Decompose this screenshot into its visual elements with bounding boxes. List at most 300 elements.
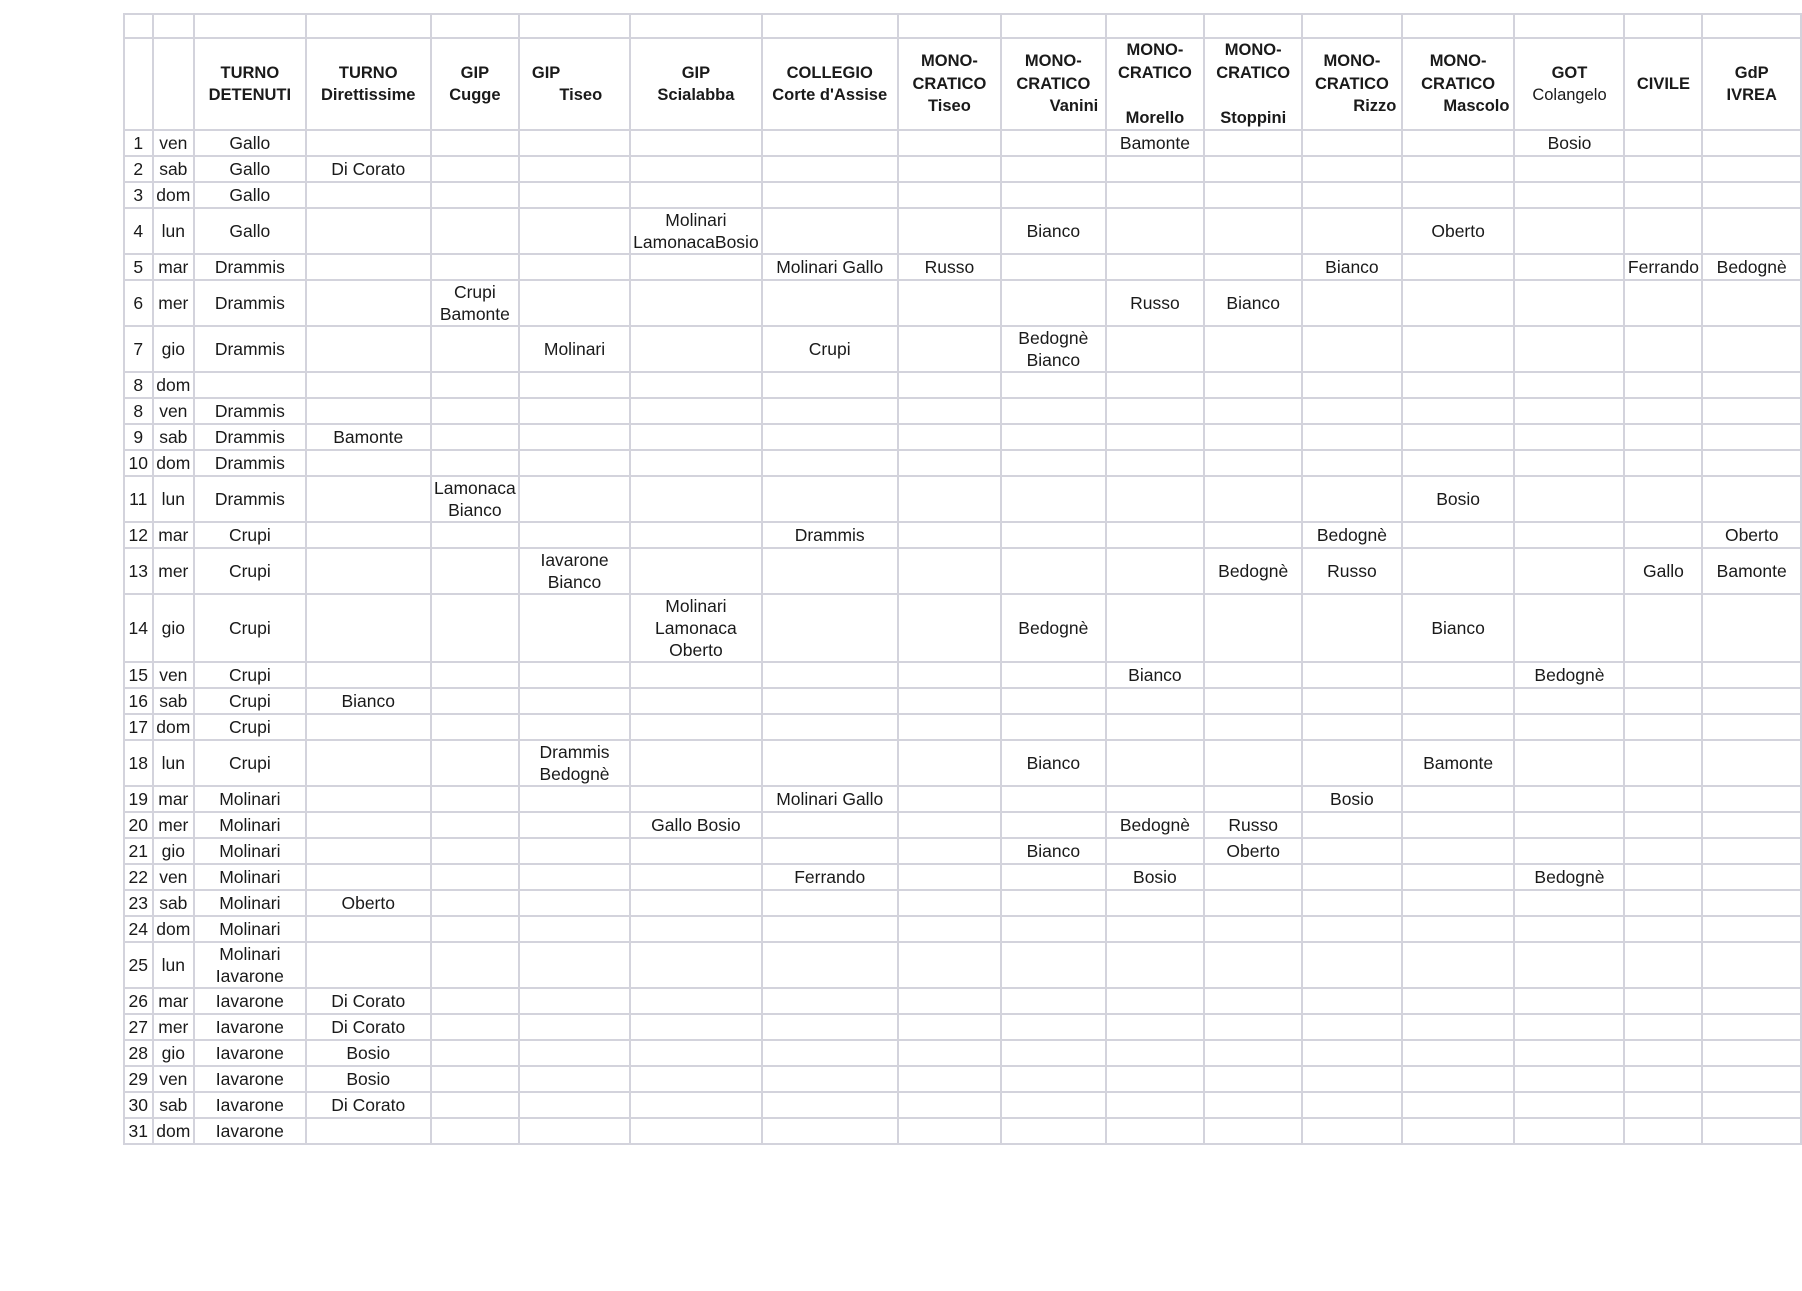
cell-mono-tiseo[interactable]: [898, 916, 1001, 942]
cell-mono-rizzo[interactable]: [1302, 1118, 1402, 1144]
cell-gdp-ivrea[interactable]: [1702, 662, 1801, 688]
cell-gip-tiseo[interactable]: [519, 1118, 630, 1144]
cell-mono-tiseo[interactable]: [898, 156, 1001, 182]
cell-mono-tiseo[interactable]: [898, 398, 1001, 424]
cell-collegio[interactable]: [762, 130, 898, 156]
cell-mono-rizzo[interactable]: [1302, 838, 1402, 864]
cell-mono-morello[interactable]: Bosio: [1106, 864, 1205, 890]
cell-mono-morello[interactable]: Bamonte: [1106, 130, 1205, 156]
cell-collegio[interactable]: [762, 208, 898, 254]
cell-turno-detenuti[interactable]: Crupi: [194, 594, 305, 662]
cell-mono-vanini[interactable]: [1001, 424, 1105, 450]
cell-turno-direttissime[interactable]: Bamonte: [306, 424, 431, 450]
col-header-gdp-ivrea[interactable]: GdP IVREA: [1702, 38, 1801, 130]
cell-mono-morello[interactable]: [1106, 398, 1205, 424]
cell-mono-morello[interactable]: [1106, 942, 1205, 988]
cell-collegio[interactable]: [762, 156, 898, 182]
cell-turno-direttissime[interactable]: [306, 594, 431, 662]
cell-mono-vanini[interactable]: [1001, 688, 1105, 714]
header-cell[interactable]: [431, 14, 519, 38]
cell-row-number[interactable]: 10: [124, 450, 153, 476]
cell-turno-direttissime[interactable]: Di Corato: [306, 1092, 431, 1118]
cell-turno-detenuti[interactable]: Iavarone: [194, 1092, 305, 1118]
cell-mono-rizzo[interactable]: [1302, 372, 1402, 398]
cell-civile[interactable]: [1624, 450, 1702, 476]
cell-turno-direttissime[interactable]: [306, 522, 431, 548]
cell-got-colangelo[interactable]: [1514, 326, 1624, 372]
cell-mono-rizzo[interactable]: [1302, 916, 1402, 942]
header-cell[interactable]: [1204, 14, 1302, 38]
cell-mono-mascolo[interactable]: [1402, 838, 1515, 864]
cell-gip-tiseo[interactable]: [519, 424, 630, 450]
cell-mono-tiseo[interactable]: [898, 548, 1001, 594]
cell-turno-direttissime[interactable]: [306, 714, 431, 740]
cell-mono-rizzo[interactable]: [1302, 130, 1402, 156]
cell-gip-cugge[interactable]: [431, 254, 519, 280]
header-cell[interactable]: [194, 14, 305, 38]
cell-turno-direttissime[interactable]: [306, 130, 431, 156]
cell-mono-rizzo[interactable]: [1302, 594, 1402, 662]
cell-got-colangelo[interactable]: [1514, 182, 1624, 208]
cell-mono-tiseo[interactable]: [898, 942, 1001, 988]
cell-gdp-ivrea[interactable]: [1702, 740, 1801, 786]
cell-gip-scialabba[interactable]: [630, 1066, 762, 1092]
cell-mono-morello[interactable]: [1106, 1066, 1205, 1092]
cell-mono-mascolo[interactable]: Bianco: [1402, 594, 1515, 662]
cell-mono-morello[interactable]: [1106, 548, 1205, 594]
cell-row-number[interactable]: 20: [124, 812, 153, 838]
cell-gip-cugge[interactable]: [431, 182, 519, 208]
cell-turno-detenuti[interactable]: Molinari: [194, 864, 305, 890]
cell-civile[interactable]: [1624, 812, 1702, 838]
cell-mono-mascolo[interactable]: [1402, 254, 1515, 280]
cell-row-number[interactable]: 3: [124, 182, 153, 208]
cell-turno-detenuti[interactable]: Iavarone: [194, 1040, 305, 1066]
cell-mono-tiseo[interactable]: [898, 594, 1001, 662]
cell-gip-tiseo[interactable]: [519, 208, 630, 254]
cell-gip-cugge[interactable]: [431, 424, 519, 450]
cell-day-of-week[interactable]: mer: [153, 1014, 195, 1040]
cell-gdp-ivrea[interactable]: Bedognè: [1702, 254, 1801, 280]
cell-collegio[interactable]: [762, 476, 898, 522]
cell-turno-detenuti[interactable]: Drammis: [194, 254, 305, 280]
cell-got-colangelo[interactable]: [1514, 890, 1624, 916]
cell-got-colangelo[interactable]: [1514, 254, 1624, 280]
cell-gip-scialabba[interactable]: [630, 942, 762, 988]
cell-gip-tiseo[interactable]: Iavarone Bianco: [519, 548, 630, 594]
cell-gdp-ivrea[interactable]: [1702, 988, 1801, 1014]
cell-gdp-ivrea[interactable]: Bamonte: [1702, 548, 1801, 594]
cell-mono-stoppini[interactable]: [1204, 786, 1302, 812]
cell-mono-vanini[interactable]: Bianco: [1001, 208, 1105, 254]
col-header-collegio[interactable]: COLLEGIO Corte d'Assise: [762, 38, 898, 130]
cell-civile[interactable]: Ferrando: [1624, 254, 1702, 280]
cell-mono-stoppini[interactable]: [1204, 688, 1302, 714]
cell-mono-stoppini[interactable]: [1204, 424, 1302, 450]
cell-turno-detenuti[interactable]: Iavarone: [194, 1066, 305, 1092]
cell-turno-direttissime[interactable]: [306, 1118, 431, 1144]
cell-got-colangelo[interactable]: [1514, 942, 1624, 988]
cell-civile[interactable]: [1624, 942, 1702, 988]
cell-row-number[interactable]: 30: [124, 1092, 153, 1118]
cell-mono-vanini[interactable]: [1001, 398, 1105, 424]
cell-mono-vanini[interactable]: [1001, 1040, 1105, 1066]
cell-got-colangelo[interactable]: Bedognè: [1514, 662, 1624, 688]
cell-day-of-week[interactable]: lun: [153, 208, 195, 254]
cell-gdp-ivrea[interactable]: [1702, 594, 1801, 662]
cell-gip-tiseo[interactable]: [519, 594, 630, 662]
cell-turno-direttissime[interactable]: Bianco: [306, 688, 431, 714]
cell-civile[interactable]: [1624, 326, 1702, 372]
cell-mono-morello[interactable]: [1106, 424, 1205, 450]
cell-turno-detenuti[interactable]: Molinari Iavarone: [194, 942, 305, 988]
cell-turno-detenuti[interactable]: Drammis: [194, 450, 305, 476]
cell-collegio[interactable]: Crupi: [762, 326, 898, 372]
cell-gdp-ivrea[interactable]: [1702, 450, 1801, 476]
cell-gip-scialabba[interactable]: [630, 916, 762, 942]
cell-gip-scialabba[interactable]: [630, 156, 762, 182]
cell-civile[interactable]: [1624, 476, 1702, 522]
cell-row-number[interactable]: 15: [124, 662, 153, 688]
cell-mono-stoppini[interactable]: [1204, 130, 1302, 156]
cell-gip-tiseo[interactable]: [519, 372, 630, 398]
cell-mono-stoppini[interactable]: [1204, 182, 1302, 208]
cell-got-colangelo[interactable]: [1514, 1014, 1624, 1040]
cell-mono-morello[interactable]: [1106, 988, 1205, 1014]
cell-gip-tiseo[interactable]: [519, 864, 630, 890]
cell-collegio[interactable]: [762, 398, 898, 424]
cell-turno-detenuti[interactable]: Molinari: [194, 786, 305, 812]
col-header-mono-vanini[interactable]: MONO- CRATICO Vanini: [1001, 38, 1105, 130]
header-cell[interactable]: [153, 14, 195, 38]
cell-civile[interactable]: [1624, 130, 1702, 156]
cell-gip-tiseo[interactable]: [519, 254, 630, 280]
cell-gip-cugge[interactable]: [431, 372, 519, 398]
cell-gip-cugge[interactable]: [431, 786, 519, 812]
cell-got-colangelo[interactable]: [1514, 450, 1624, 476]
cell-row-number[interactable]: 2: [124, 156, 153, 182]
cell-mono-morello[interactable]: [1106, 688, 1205, 714]
cell-mono-vanini[interactable]: [1001, 942, 1105, 988]
cell-day-of-week[interactable]: sab: [153, 688, 195, 714]
cell-turno-direttissime[interactable]: [306, 838, 431, 864]
cell-mono-tiseo[interactable]: [898, 786, 1001, 812]
cell-collegio[interactable]: [762, 424, 898, 450]
cell-mono-tiseo[interactable]: Russo: [898, 254, 1001, 280]
cell-mono-morello[interactable]: [1106, 208, 1205, 254]
cell-gdp-ivrea[interactable]: [1702, 890, 1801, 916]
cell-turno-direttissime[interactable]: [306, 398, 431, 424]
col-header-turno-direttissime[interactable]: TURNO Direttissime: [306, 38, 431, 130]
cell-collegio[interactable]: [762, 372, 898, 398]
cell-mono-mascolo[interactable]: [1402, 522, 1515, 548]
cell-collegio[interactable]: [762, 182, 898, 208]
cell-mono-rizzo[interactable]: [1302, 942, 1402, 988]
cell-gdp-ivrea[interactable]: [1702, 208, 1801, 254]
cell-gdp-ivrea[interactable]: [1702, 1066, 1801, 1092]
cell-mono-stoppini[interactable]: [1204, 988, 1302, 1014]
cell-gdp-ivrea[interactable]: [1702, 942, 1801, 988]
cell-mono-stoppini[interactable]: [1204, 1066, 1302, 1092]
cell-turno-direttissime[interactable]: [306, 548, 431, 594]
cell-gip-tiseo[interactable]: [519, 476, 630, 522]
cell-gip-cugge[interactable]: [431, 1092, 519, 1118]
cell-day-of-week[interactable]: gio: [153, 1040, 195, 1066]
cell-row-number[interactable]: 9: [124, 424, 153, 450]
cell-gdp-ivrea[interactable]: [1702, 688, 1801, 714]
cell-gdp-ivrea[interactable]: [1702, 1040, 1801, 1066]
cell-mono-stoppini[interactable]: [1204, 864, 1302, 890]
cell-mono-rizzo[interactable]: [1302, 1066, 1402, 1092]
cell-turno-direttissime[interactable]: [306, 916, 431, 942]
cell-turno-detenuti[interactable]: Drammis: [194, 424, 305, 450]
cell-gip-cugge[interactable]: [431, 890, 519, 916]
cell-civile[interactable]: [1624, 786, 1702, 812]
cell-collegio[interactable]: [762, 594, 898, 662]
cell-turno-direttissime[interactable]: [306, 208, 431, 254]
cell-civile[interactable]: [1624, 156, 1702, 182]
cell-collegio[interactable]: [762, 280, 898, 326]
cell-mono-tiseo[interactable]: [898, 864, 1001, 890]
cell-gdp-ivrea[interactable]: Oberto: [1702, 522, 1801, 548]
cell-turno-detenuti[interactable]: [194, 372, 305, 398]
cell-mono-rizzo[interactable]: [1302, 890, 1402, 916]
cell-gip-scialabba[interactable]: [630, 450, 762, 476]
cell-got-colangelo[interactable]: [1514, 208, 1624, 254]
header-cell[interactable]: [1001, 14, 1105, 38]
cell-turno-direttissime[interactable]: [306, 476, 431, 522]
cell-mono-morello[interactable]: [1106, 254, 1205, 280]
cell-mono-stoppini[interactable]: Bianco: [1204, 280, 1302, 326]
cell-civile[interactable]: [1624, 1066, 1702, 1092]
cell-day-of-week[interactable]: gio: [153, 594, 195, 662]
cell-gip-scialabba[interactable]: [630, 662, 762, 688]
cell-mono-morello[interactable]: [1106, 890, 1205, 916]
cell-mono-mascolo[interactable]: [1402, 424, 1515, 450]
cell-civile[interactable]: [1624, 864, 1702, 890]
cell-day-of-week[interactable]: mar: [153, 786, 195, 812]
cell-mono-tiseo[interactable]: [898, 740, 1001, 786]
cell-mono-stoppini[interactable]: [1204, 1040, 1302, 1066]
cell-turno-direttissime[interactable]: [306, 372, 431, 398]
cell-mono-stoppini[interactable]: [1204, 208, 1302, 254]
cell-gip-tiseo[interactable]: Drammis Bedognè: [519, 740, 630, 786]
cell-row-number[interactable]: 6: [124, 280, 153, 326]
cell-collegio[interactable]: Drammis: [762, 522, 898, 548]
cell-gip-scialabba[interactable]: [630, 740, 762, 786]
cell-mono-stoppini[interactable]: [1204, 1014, 1302, 1040]
cell-gip-scialabba[interactable]: [630, 890, 762, 916]
cell-civile[interactable]: [1624, 280, 1702, 326]
cell-turno-detenuti[interactable]: Molinari: [194, 812, 305, 838]
cell-collegio[interactable]: [762, 1066, 898, 1092]
cell-gip-tiseo[interactable]: [519, 786, 630, 812]
cell-gip-tiseo[interactable]: [519, 130, 630, 156]
cell-mono-tiseo[interactable]: [898, 522, 1001, 548]
cell-mono-mascolo[interactable]: [1402, 916, 1515, 942]
cell-mono-vanini[interactable]: [1001, 182, 1105, 208]
cell-mono-mascolo[interactable]: [1402, 688, 1515, 714]
cell-day-of-week[interactable]: sab: [153, 156, 195, 182]
cell-turno-direttissime[interactable]: [306, 254, 431, 280]
cell-mono-morello[interactable]: [1106, 182, 1205, 208]
cell-gip-tiseo[interactable]: [519, 522, 630, 548]
cell-row-number[interactable]: 25: [124, 942, 153, 988]
cell-mono-mascolo[interactable]: [1402, 988, 1515, 1014]
cell-civile[interactable]: [1624, 208, 1702, 254]
cell-row-number[interactable]: 18: [124, 740, 153, 786]
cell-turno-direttissime[interactable]: [306, 182, 431, 208]
cell-turno-direttissime[interactable]: [306, 942, 431, 988]
cell-day-of-week[interactable]: mar: [153, 988, 195, 1014]
header-cell[interactable]: [898, 14, 1001, 38]
cell-got-colangelo[interactable]: [1514, 838, 1624, 864]
cell-mono-mascolo[interactable]: [1402, 1040, 1515, 1066]
cell-mono-vanini[interactable]: Bedognè Bianco: [1001, 326, 1105, 372]
cell-gip-cugge[interactable]: [431, 740, 519, 786]
cell-mono-rizzo[interactable]: [1302, 1014, 1402, 1040]
cell-mono-rizzo[interactable]: [1302, 398, 1402, 424]
cell-mono-rizzo[interactable]: [1302, 864, 1402, 890]
col-header-mono-mascolo[interactable]: MONO- CRATICO Mascolo: [1402, 38, 1515, 130]
cell-turno-detenuti[interactable]: Drammis: [194, 476, 305, 522]
cell-mono-morello[interactable]: Russo: [1106, 280, 1205, 326]
cell-mono-vanini[interactable]: Bianco: [1001, 838, 1105, 864]
cell-civile[interactable]: [1624, 594, 1702, 662]
cell-gip-cugge[interactable]: [431, 1040, 519, 1066]
cell-mono-vanini[interactable]: Bianco: [1001, 740, 1105, 786]
cell-mono-rizzo[interactable]: [1302, 688, 1402, 714]
cell-gip-scialabba[interactable]: [630, 130, 762, 156]
cell-mono-stoppini[interactable]: [1204, 1092, 1302, 1118]
cell-gip-scialabba[interactable]: [630, 714, 762, 740]
cell-mono-morello[interactable]: [1106, 1092, 1205, 1118]
cell-gip-cugge[interactable]: [431, 916, 519, 942]
cell-mono-morello[interactable]: [1106, 476, 1205, 522]
cell-mono-mascolo[interactable]: [1402, 812, 1515, 838]
cell-mono-rizzo[interactable]: Russo: [1302, 548, 1402, 594]
cell-collegio[interactable]: [762, 662, 898, 688]
cell-civile[interactable]: [1624, 522, 1702, 548]
cell-day-of-week[interactable]: ven: [153, 864, 195, 890]
cell-collegio[interactable]: [762, 916, 898, 942]
cell-turno-detenuti[interactable]: Drammis: [194, 398, 305, 424]
cell-turno-detenuti[interactable]: Crupi: [194, 522, 305, 548]
cell-turno-direttissime[interactable]: [306, 450, 431, 476]
cell-gip-scialabba[interactable]: [630, 280, 762, 326]
cell-row-number[interactable]: 5: [124, 254, 153, 280]
cell-mono-rizzo[interactable]: [1302, 714, 1402, 740]
cell-gip-tiseo[interactable]: [519, 1014, 630, 1040]
cell-mono-tiseo[interactable]: [898, 988, 1001, 1014]
cell-turno-detenuti[interactable]: Crupi: [194, 714, 305, 740]
cell-mono-vanini[interactable]: [1001, 890, 1105, 916]
cell-mono-stoppini[interactable]: [1204, 662, 1302, 688]
cell-gip-scialabba[interactable]: [630, 424, 762, 450]
cell-mono-vanini[interactable]: [1001, 1014, 1105, 1040]
cell-row-number[interactable]: 28: [124, 1040, 153, 1066]
header-cell[interactable]: [1302, 14, 1402, 38]
cell-gip-cugge[interactable]: [431, 450, 519, 476]
cell-civile[interactable]: [1624, 372, 1702, 398]
cell-civile[interactable]: [1624, 890, 1702, 916]
cell-gdp-ivrea[interactable]: [1702, 476, 1801, 522]
cell-civile[interactable]: [1624, 182, 1702, 208]
cell-day-of-week[interactable]: dom: [153, 450, 195, 476]
cell-mono-morello[interactable]: [1106, 714, 1205, 740]
cell-mono-vanini[interactable]: [1001, 280, 1105, 326]
cell-mono-morello[interactable]: Bedognè: [1106, 812, 1205, 838]
cell-gip-cugge[interactable]: [431, 156, 519, 182]
cell-mono-vanini[interactable]: [1001, 714, 1105, 740]
cell-mono-rizzo[interactable]: [1302, 476, 1402, 522]
cell-gip-tiseo[interactable]: [519, 1040, 630, 1066]
cell-turno-direttissime[interactable]: [306, 326, 431, 372]
cell-mono-stoppini[interactable]: [1204, 372, 1302, 398]
cell-got-colangelo[interactable]: [1514, 398, 1624, 424]
cell-gip-scialabba[interactable]: [630, 182, 762, 208]
cell-gip-tiseo[interactable]: [519, 916, 630, 942]
cell-collegio[interactable]: [762, 942, 898, 988]
cell-gip-cugge[interactable]: [431, 1066, 519, 1092]
cell-gip-tiseo[interactable]: [519, 812, 630, 838]
cell-turno-detenuti[interactable]: Molinari: [194, 916, 305, 942]
cell-gip-scialabba[interactable]: [630, 864, 762, 890]
cell-got-colangelo[interactable]: [1514, 522, 1624, 548]
cell-mono-tiseo[interactable]: [898, 130, 1001, 156]
cell-got-colangelo[interactable]: [1514, 1118, 1624, 1144]
cell-gdp-ivrea[interactable]: [1702, 280, 1801, 326]
cell-mono-mascolo[interactable]: [1402, 398, 1515, 424]
cell-gip-cugge[interactable]: [431, 688, 519, 714]
cell-mono-tiseo[interactable]: [898, 280, 1001, 326]
cell-day-of-week[interactable]: gio: [153, 838, 195, 864]
cell-mono-stoppini[interactable]: [1204, 398, 1302, 424]
cell-mono-vanini[interactable]: [1001, 1066, 1105, 1092]
cell-day-of-week[interactable]: mer: [153, 280, 195, 326]
cell-mono-morello[interactable]: [1106, 522, 1205, 548]
cell-gdp-ivrea[interactable]: [1702, 372, 1801, 398]
cell-mono-mascolo[interactable]: [1402, 1092, 1515, 1118]
cell-mono-mascolo[interactable]: [1402, 1014, 1515, 1040]
cell-mono-mascolo[interactable]: [1402, 450, 1515, 476]
cell-mono-rizzo[interactable]: [1302, 740, 1402, 786]
cell-gip-scialabba[interactable]: [630, 786, 762, 812]
cell-turno-detenuti[interactable]: Iavarone: [194, 988, 305, 1014]
cell-mono-mascolo[interactable]: [1402, 662, 1515, 688]
cell-row-number[interactable]: 24: [124, 916, 153, 942]
header-cell[interactable]: [762, 14, 898, 38]
cell-mono-stoppini[interactable]: [1204, 916, 1302, 942]
cell-turno-detenuti[interactable]: Crupi: [194, 688, 305, 714]
cell-civile[interactable]: [1624, 714, 1702, 740]
cell-day-of-week[interactable]: ven: [153, 1066, 195, 1092]
cell-turno-detenuti[interactable]: Gallo: [194, 156, 305, 182]
cell-row-number[interactable]: 13: [124, 548, 153, 594]
cell-turno-detenuti[interactable]: Iavarone: [194, 1014, 305, 1040]
cell-gip-cugge[interactable]: [431, 548, 519, 594]
cell-gip-scialabba[interactable]: [630, 548, 762, 594]
cell-gip-cugge[interactable]: [431, 130, 519, 156]
cell-gip-scialabba[interactable]: [630, 326, 762, 372]
cell-mono-stoppini[interactable]: [1204, 890, 1302, 916]
col-header-civile[interactable]: CIVILE: [1624, 38, 1702, 130]
cell-civile[interactable]: [1624, 1040, 1702, 1066]
cell-gip-cugge[interactable]: [431, 594, 519, 662]
cell-mono-vanini[interactable]: [1001, 662, 1105, 688]
cell-day-of-week[interactable]: dom: [153, 1118, 195, 1144]
cell-mono-vanini[interactable]: [1001, 786, 1105, 812]
